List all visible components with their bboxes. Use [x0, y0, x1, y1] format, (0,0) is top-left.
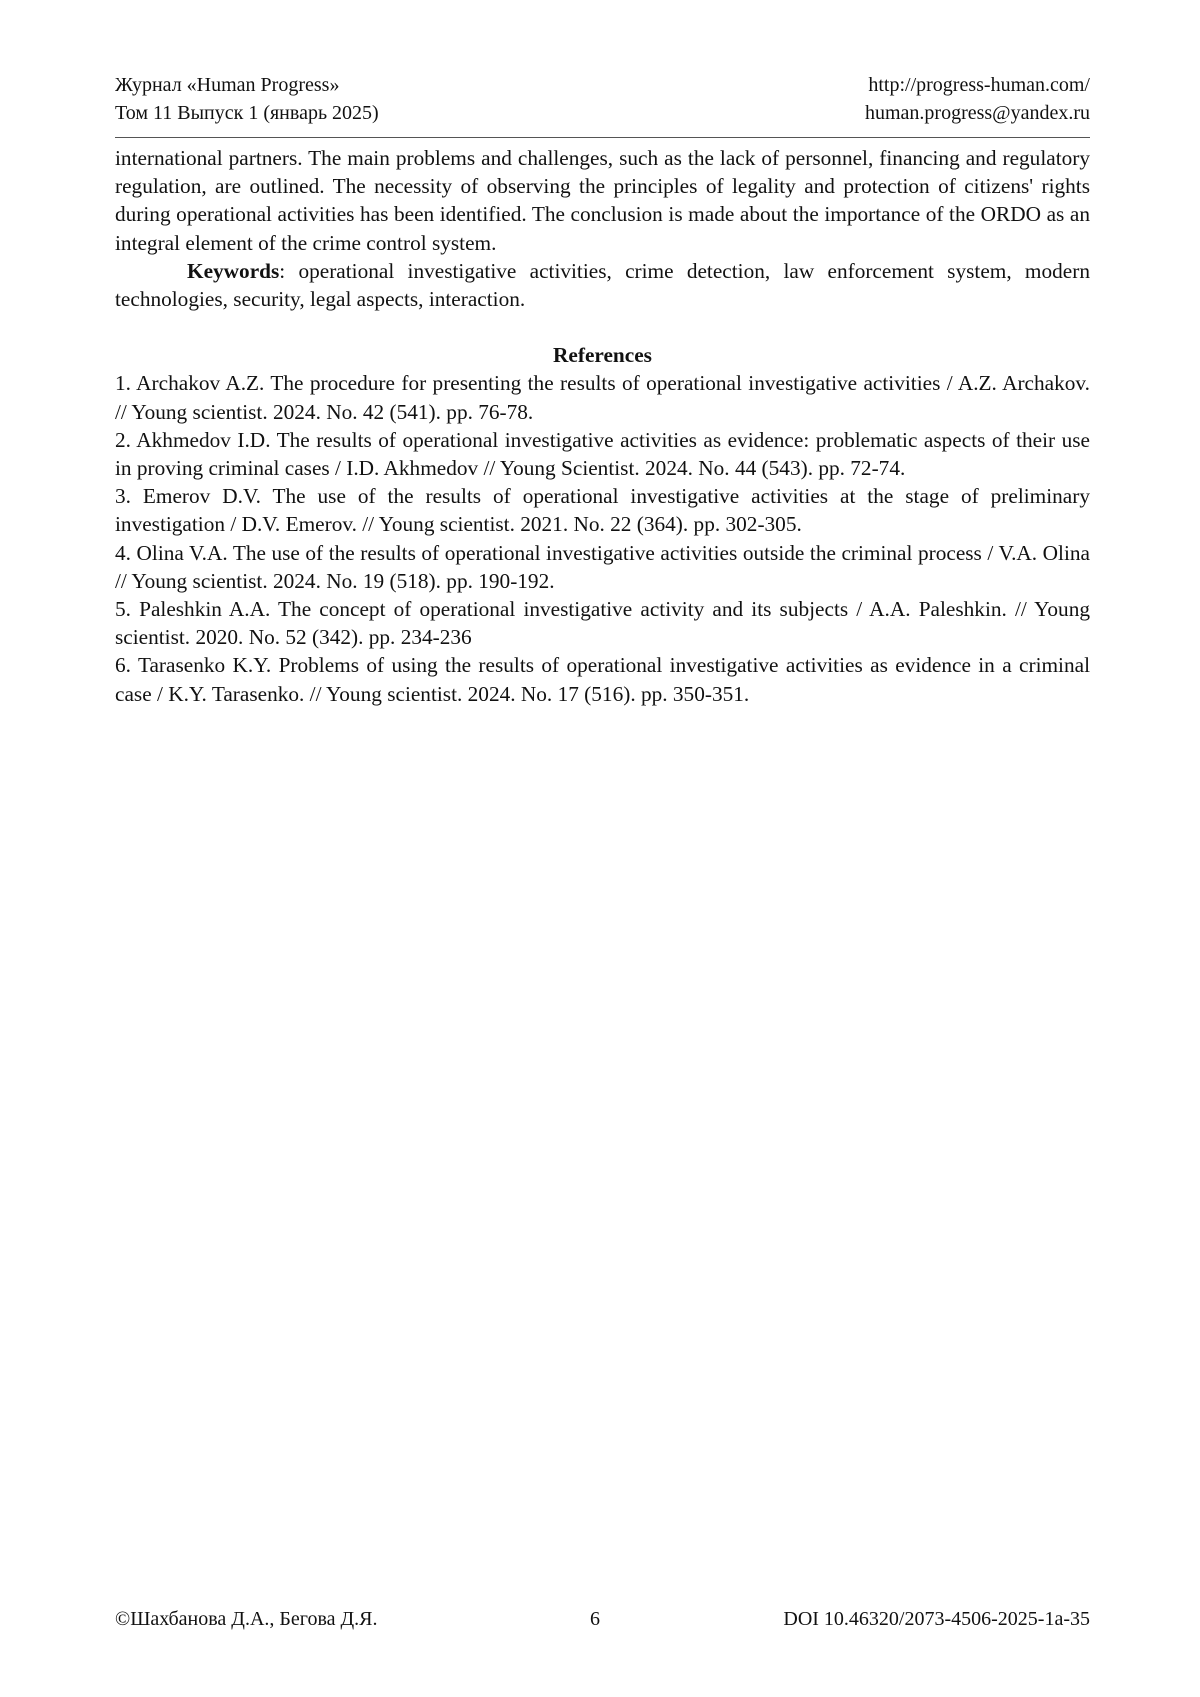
reference-item: 4. Olina V.A. The use of the results of operational investigative activities outside the criminal process / V.A. Olina // Young scientist. 2024. No. 19 (518). pp. 190-192. — [115, 540, 1090, 593]
references-heading: References — [553, 343, 652, 368]
running-header — [115, 71, 1090, 127]
reference-item: 6. Tarasenko K.Y. Problems of using the results of operational investigative activities as evidence in a criminal case / K.Y. Tarasenko. // Young scientist. 2024. No. 17 (516). pp. 350-351. — [115, 653, 1090, 706]
keywords-paragraph — [115, 257, 1090, 313]
header-row-2 — [115, 99, 1090, 127]
paper-body — [115, 144, 1090, 708]
footer-doi: DOI 10.46320/2073-4506-2025-1a-35 — [783, 1608, 1090, 1630]
keywords-text: : operational investigative activities, crime detection, law enforcement system, modern technologies, security, legal aspects, interaction. — [115, 258, 1090, 312]
reference-item: 1. Archakov A.Z. The procedure for presenting the results of operational investigative activities / A.Z. Archakov. // Young scientist. 2024. No. 42 (541). pp. 76-78. — [115, 371, 1090, 424]
reference-item: 5. Paleshkin A.A. The concept of operational investigative activity and its subjects / A.A. Paleshkin. // Young scientist. 2020. No. 52 (342). pp. 234-236 — [115, 597, 1090, 650]
journal-issue: Том 11 Выпуск 1 (январь 2025) — [115, 102, 379, 124]
journal-url[interactable]: http://progress-human.com/ — [868, 74, 1090, 96]
reference-item: 2. Akhmedov I.D. The results of operational investigative activities as evidence: problematic aspects of their use in proving criminal cases / I.D. Akhmedov // Young Scientist. 2024. No. 44 (543). pp. 72-74. — [115, 427, 1090, 481]
header-divider — [115, 137, 1090, 138]
header-row-1 — [115, 71, 1090, 99]
keywords-label: Keywords — [187, 258, 280, 283]
journal-email[interactable]: human.progress@yandex.ru — [864, 102, 1090, 124]
references-list — [115, 369, 1090, 707]
page-number: 6 — [590, 1608, 600, 1630]
abstract-paragraph: international partners. The main problems and challenges, such as the lack of personnel, financing and regulatory regulation, are outlined. The necessity of observing the principles of legality and protection of citizens' rights during operational activities has been identified. The conclusion is made about the importance of the ORDO as an integral element of the crime control system. — [115, 146, 1090, 255]
reference-item: 3. Emerov D.V. The use of the results of operational investigative activities at the stage of preliminary investigation / D.V. Emerov. // Young scientist. 2021. No. 22 (364). pp. 302-305. — [115, 484, 1090, 537]
footer-copyright: ©Шахбанова Д.А., Бегова Д.Я. — [115, 1608, 378, 1630]
journal-title: Журнал «Human Progress» — [115, 74, 340, 96]
